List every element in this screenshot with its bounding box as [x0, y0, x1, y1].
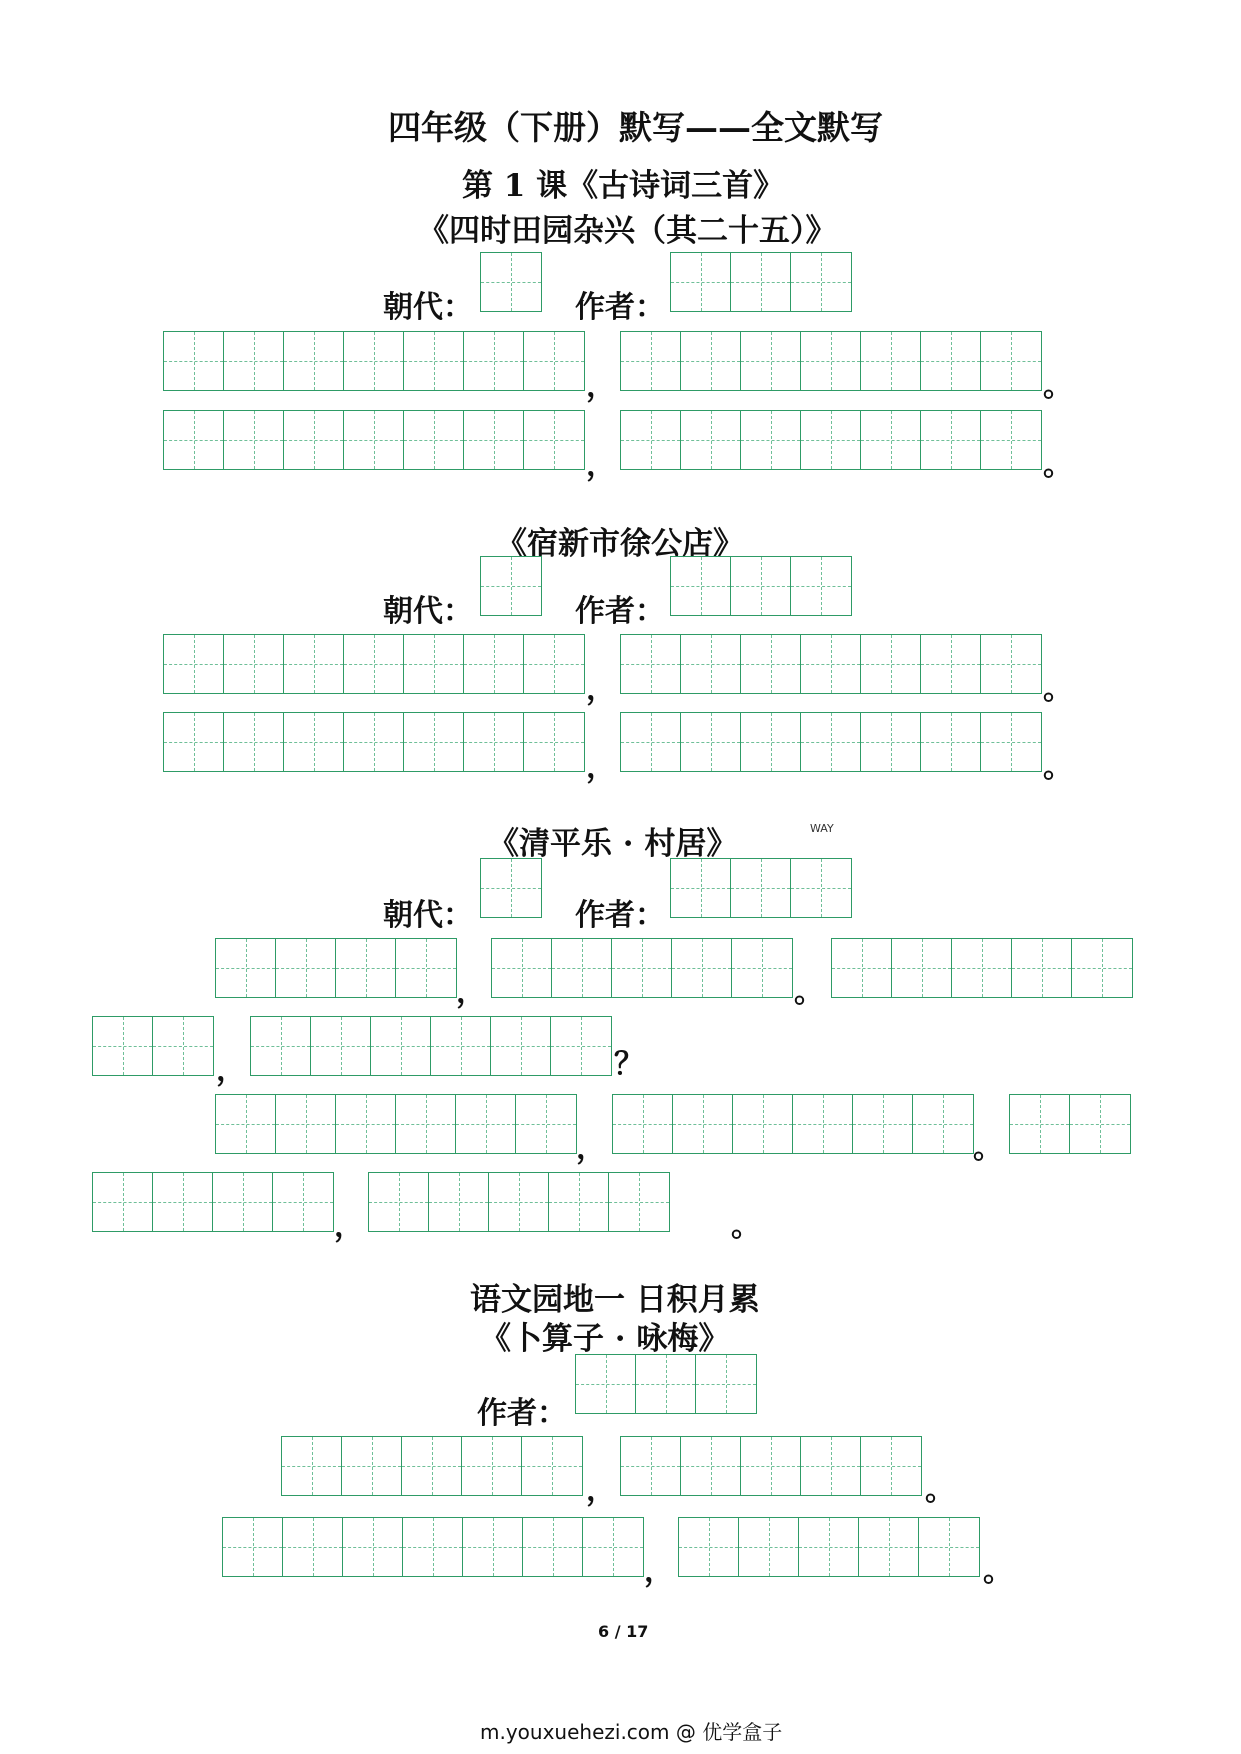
comma-mark: ，: [586, 750, 616, 785]
grid-cell[interactable]: [336, 939, 396, 997]
grid-cell[interactable]: [551, 1017, 611, 1075]
grid-cell[interactable]: [481, 253, 541, 311]
grid-cell[interactable]: [739, 1518, 799, 1576]
grid-cell[interactable]: [283, 1518, 343, 1576]
grid-cell[interactable]: [522, 1437, 582, 1495]
comma-mark: ，: [586, 448, 616, 483]
poem-2-line-2b-grid[interactable]: [620, 712, 1042, 772]
grid-cell[interactable]: [276, 1095, 336, 1153]
grid-cell[interactable]: [153, 1173, 213, 1231]
grid-cell[interactable]: [636, 1355, 696, 1413]
grid-cell[interactable]: [952, 939, 1012, 997]
grid-cell[interactable]: [801, 332, 861, 390]
grid-cell[interactable]: [981, 713, 1041, 771]
grid-cell[interactable]: [344, 411, 404, 469]
grid-cell[interactable]: [731, 253, 791, 311]
poem-1-title: 《四时田园杂兴（其二十五）》: [418, 213, 837, 249]
grid-cell[interactable]: [741, 635, 801, 693]
grid-cell[interactable]: [404, 713, 464, 771]
grid-cell[interactable]: [429, 1173, 489, 1231]
grid-cell[interactable]: [404, 411, 464, 469]
grid-cell[interactable]: [343, 1518, 403, 1576]
period-mark: 。: [973, 1131, 1003, 1166]
grid-cell[interactable]: [621, 713, 681, 771]
grid-cell[interactable]: [344, 713, 404, 771]
grid-cell[interactable]: [801, 635, 861, 693]
grid-cell[interactable]: [832, 939, 892, 997]
grid-cell[interactable]: [1072, 939, 1132, 997]
poem-2-dynasty-label: 朝代：: [383, 594, 473, 629]
grid-cell[interactable]: [282, 1437, 342, 1495]
grid-cell[interactable]: [741, 713, 801, 771]
grid-cell[interactable]: [732, 939, 792, 997]
grid-cell[interactable]: [613, 1095, 673, 1153]
grid-cell[interactable]: [523, 1518, 583, 1576]
poem-2-title: 《宿新市徐公店》: [496, 526, 744, 562]
grid-cell[interactable]: [681, 411, 741, 469]
period-mark: 。: [1043, 750, 1073, 785]
grid-cell[interactable]: [524, 411, 584, 469]
grid-cell[interactable]: [733, 1095, 793, 1153]
period-mark: 。: [731, 1209, 761, 1244]
grid-cell[interactable]: [93, 1173, 153, 1231]
grid-cell[interactable]: [456, 1095, 516, 1153]
grid-cell[interactable]: [481, 859, 541, 917]
grid-cell[interactable]: [552, 939, 612, 997]
watermark-mark: WAY: [810, 822, 834, 835]
grid-cell[interactable]: [679, 1518, 739, 1576]
grid-cell[interactable]: [621, 635, 681, 693]
grid-cell[interactable]: [681, 635, 741, 693]
grid-cell[interactable]: [913, 1095, 973, 1153]
grid-cell[interactable]: [369, 1173, 429, 1231]
garden-section-title: 语文园地一 日积月累: [470, 1282, 760, 1318]
poem-3-line-3c-grid[interactable]: [1009, 1094, 1131, 1154]
grid-cell[interactable]: [164, 713, 224, 771]
poem-1-author-label: 作者：: [575, 290, 665, 325]
garden-line-1b-grid[interactable]: [620, 1436, 922, 1496]
grid-cell[interactable]: [681, 1437, 741, 1495]
comma-mark: ，: [456, 975, 486, 1010]
grid-cell[interactable]: [284, 635, 344, 693]
grid-cell[interactable]: [492, 939, 552, 997]
poem-1-line-2b-grid[interactable]: [620, 410, 1042, 470]
period-mark: 。: [794, 975, 824, 1010]
grid-cell[interactable]: [671, 253, 731, 311]
grid-cell[interactable]: [464, 411, 524, 469]
garden-author-label: 作者：: [477, 1396, 567, 1431]
comma-mark: ，: [586, 672, 616, 707]
grid-cell[interactable]: [583, 1518, 643, 1576]
comma-mark: ，: [576, 1131, 606, 1166]
poem-2-line-1b-grid[interactable]: [620, 634, 1042, 694]
grid-cell[interactable]: [549, 1173, 609, 1231]
grid-cell[interactable]: [861, 635, 921, 693]
poem-3-line-4a-grid[interactable]: [92, 1172, 334, 1232]
grid-cell[interactable]: [801, 1437, 861, 1495]
garden-line-1a-grid[interactable]: [281, 1436, 583, 1496]
garden-line-2b-grid[interactable]: [678, 1517, 980, 1577]
poem-3-line-3b-grid[interactable]: [612, 1094, 974, 1154]
grid-cell[interactable]: [741, 411, 801, 469]
grid-cell[interactable]: [853, 1095, 913, 1153]
grid-cell[interactable]: [344, 332, 404, 390]
page-title: 四年级（下册）默写——全文默写: [388, 108, 883, 147]
grid-cell[interactable]: [524, 713, 584, 771]
grid-cell[interactable]: [859, 1518, 919, 1576]
lesson-title: 第 1 课《古诗词三首》: [462, 168, 785, 204]
question-mark: ？: [614, 1047, 644, 1082]
poem-3-line-4b-grid[interactable]: [368, 1172, 670, 1232]
comma-mark: ，: [586, 369, 616, 404]
grid-cell[interactable]: [671, 557, 731, 615]
grid-cell[interactable]: [223, 1518, 283, 1576]
grid-cell[interactable]: [371, 1017, 431, 1075]
grid-cell[interactable]: [981, 332, 1041, 390]
grid-cell[interactable]: [921, 411, 981, 469]
grid-cell[interactable]: [731, 859, 791, 917]
grid-cell[interactable]: [464, 713, 524, 771]
grid-cell[interactable]: [276, 939, 336, 997]
grid-cell[interactable]: [216, 939, 276, 997]
grid-cell[interactable]: [311, 1017, 371, 1075]
grid-cell[interactable]: [164, 635, 224, 693]
grid-cell[interactable]: [861, 713, 921, 771]
grid-cell[interactable]: [671, 859, 731, 917]
poem-1-line-1a-grid[interactable]: [163, 331, 585, 391]
grid-cell[interactable]: [741, 1437, 801, 1495]
comma-mark: ，: [644, 1554, 674, 1589]
period-mark: 。: [1043, 672, 1073, 707]
poem-2-author-grid[interactable]: [670, 556, 852, 616]
grid-cell[interactable]: [464, 635, 524, 693]
poem-3-dynasty-grid[interactable]: [480, 858, 542, 918]
comma-mark: ，: [586, 1473, 616, 1508]
grid-cell[interactable]: [681, 332, 741, 390]
comma-mark: ，: [216, 1053, 246, 1088]
comma-mark: ，: [334, 1209, 364, 1244]
grid-cell[interactable]: [164, 411, 224, 469]
poem-3-line-2a-grid[interactable]: [92, 1016, 214, 1076]
grid-cell[interactable]: [621, 332, 681, 390]
grid-cell[interactable]: [153, 1017, 213, 1075]
garden-poem-title: 《卜算子 · 咏梅》: [480, 1321, 730, 1357]
poem-2-line-1a-grid[interactable]: [163, 634, 585, 694]
grid-cell[interactable]: [404, 332, 464, 390]
grid-cell[interactable]: [1012, 939, 1072, 997]
grid-cell[interactable]: [402, 1437, 462, 1495]
grid-cell[interactable]: [336, 1095, 396, 1153]
grid-cell[interactable]: [791, 253, 851, 311]
grid-cell[interactable]: [481, 557, 541, 615]
grid-cell[interactable]: [224, 332, 284, 390]
grid-cell[interactable]: [673, 1095, 733, 1153]
grid-cell[interactable]: [741, 332, 801, 390]
grid-cell[interactable]: [396, 1095, 456, 1153]
grid-cell[interactable]: [791, 859, 851, 917]
grid-cell[interactable]: [404, 635, 464, 693]
grid-cell[interactable]: [251, 1017, 311, 1075]
garden-author-grid[interactable]: [575, 1354, 757, 1414]
grid-cell[interactable]: [224, 713, 284, 771]
grid-cell[interactable]: [672, 939, 732, 997]
grid-cell[interactable]: [396, 939, 456, 997]
poem-3-line-1c-grid[interactable]: [831, 938, 1133, 998]
period-mark: 。: [983, 1554, 1013, 1589]
grid-cell[interactable]: [463, 1518, 523, 1576]
grid-cell[interactable]: [921, 635, 981, 693]
grid-cell[interactable]: [576, 1355, 636, 1413]
page-number: 6 / 17: [598, 1622, 649, 1641]
period-mark: 。: [925, 1473, 955, 1508]
poem-3-author-label: 作者：: [575, 898, 665, 933]
poem-1-line-2a-grid[interactable]: [163, 410, 585, 470]
grid-cell[interactable]: [216, 1095, 276, 1153]
grid-cell[interactable]: [431, 1017, 491, 1075]
grid-cell[interactable]: [609, 1173, 669, 1231]
grid-cell[interactable]: [213, 1173, 273, 1231]
grid-cell[interactable]: [516, 1095, 576, 1153]
grid-cell[interactable]: [164, 332, 224, 390]
poem-3-line-1b-grid[interactable]: [491, 938, 793, 998]
poem-1-dynasty-grid[interactable]: [480, 252, 542, 312]
grid-cell[interactable]: [861, 332, 921, 390]
grid-cell[interactable]: [1070, 1095, 1130, 1153]
grid-cell[interactable]: [224, 635, 284, 693]
footer-source: m.youxuehezi.com @ 优学盒子: [480, 1720, 783, 1744]
grid-cell[interactable]: [921, 713, 981, 771]
poem-3-line-1a-grid[interactable]: [215, 938, 457, 998]
grid-cell[interactable]: [921, 332, 981, 390]
poem-1-line-1b-grid[interactable]: [620, 331, 1042, 391]
grid-cell[interactable]: [861, 411, 921, 469]
grid-cell[interactable]: [344, 635, 404, 693]
grid-cell[interactable]: [273, 1173, 333, 1231]
grid-cell[interactable]: [801, 713, 861, 771]
poem-2-line-2a-grid[interactable]: [163, 712, 585, 772]
grid-cell[interactable]: [1010, 1095, 1070, 1153]
grid-cell[interactable]: [524, 635, 584, 693]
grid-cell[interactable]: [621, 1437, 681, 1495]
poem-2-dynasty-grid[interactable]: [480, 556, 542, 616]
grid-cell[interactable]: [284, 411, 344, 469]
grid-cell[interactable]: [696, 1355, 756, 1413]
period-mark: 。: [1043, 369, 1073, 404]
grid-cell[interactable]: [464, 332, 524, 390]
poem-3-title: 《清平乐 · 村居》: [488, 826, 738, 862]
grid-cell[interactable]: [93, 1017, 153, 1075]
poem-3-dynasty-label: 朝代：: [383, 898, 473, 933]
period-mark: 。: [1043, 448, 1073, 483]
poem-3-author-grid[interactable]: [670, 858, 852, 918]
grid-cell[interactable]: [462, 1437, 522, 1495]
poem-3-line-2b-grid[interactable]: [250, 1016, 612, 1076]
grid-cell[interactable]: [524, 332, 584, 390]
grid-cell[interactable]: [489, 1173, 549, 1231]
grid-cell[interactable]: [981, 635, 1041, 693]
poem-3-line-3a-grid[interactable]: [215, 1094, 577, 1154]
grid-cell[interactable]: [861, 1437, 921, 1495]
grid-cell[interactable]: [621, 411, 681, 469]
grid-cell[interactable]: [224, 411, 284, 469]
grid-cell[interactable]: [284, 713, 344, 771]
grid-cell[interactable]: [342, 1437, 402, 1495]
garden-line-2a-grid[interactable]: [222, 1517, 644, 1577]
grid-cell[interactable]: [892, 939, 952, 997]
grid-cell[interactable]: [981, 411, 1041, 469]
grid-cell[interactable]: [919, 1518, 979, 1576]
poem-1-dynasty-label: 朝代：: [383, 290, 473, 325]
grid-cell[interactable]: [791, 557, 851, 615]
poem-2-author-label: 作者：: [575, 594, 665, 629]
grid-cell[interactable]: [403, 1518, 463, 1576]
grid-cell[interactable]: [681, 713, 741, 771]
grid-cell[interactable]: [612, 939, 672, 997]
grid-cell[interactable]: [801, 411, 861, 469]
grid-cell[interactable]: [793, 1095, 853, 1153]
grid-cell[interactable]: [799, 1518, 859, 1576]
grid-cell[interactable]: [284, 332, 344, 390]
grid-cell[interactable]: [491, 1017, 551, 1075]
poem-1-author-grid[interactable]: [670, 252, 852, 312]
grid-cell[interactable]: [731, 557, 791, 615]
